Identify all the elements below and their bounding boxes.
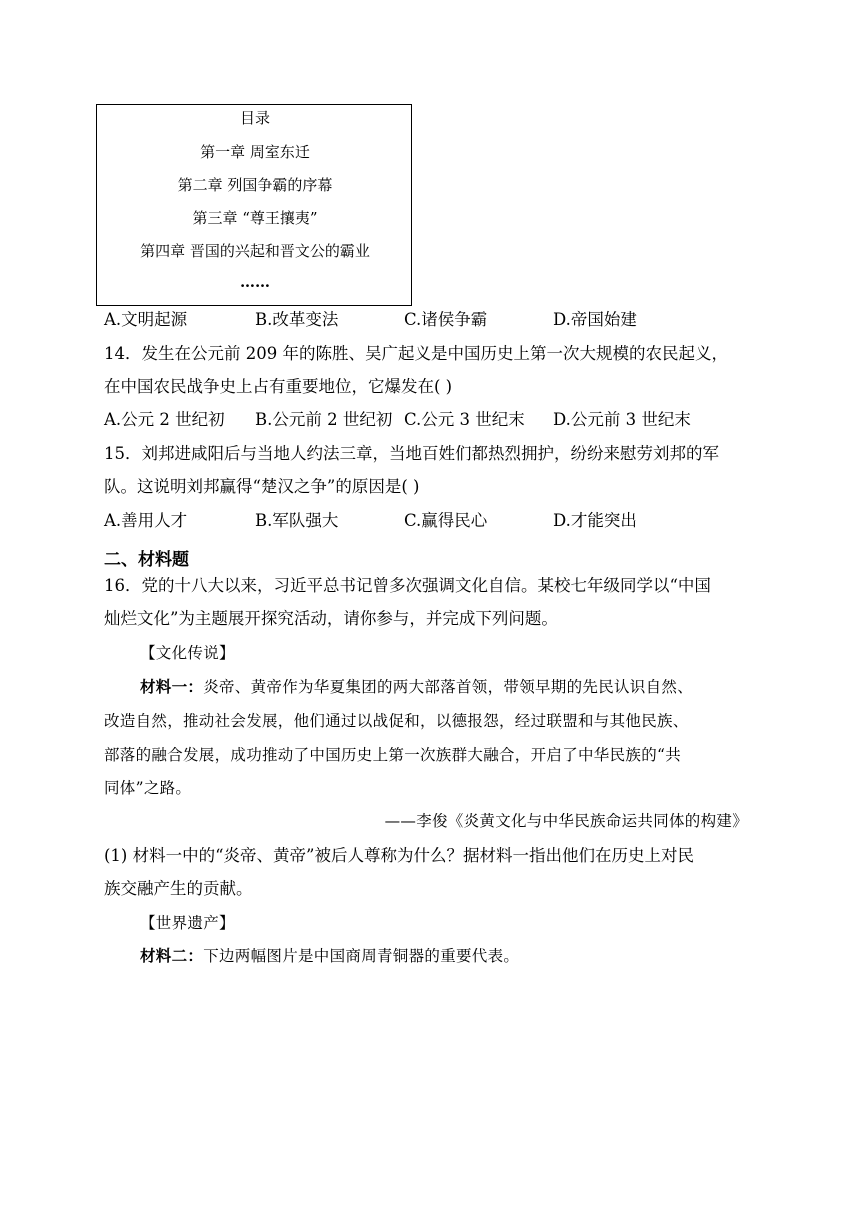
q15-line-2: 队。这说明刘邦赢得“楚汉之争”的原因是( ): [104, 477, 420, 496]
material1-label: 材料一：: [140, 677, 204, 696]
q16-sub1-line-1: (1) 材料一中的“炎帝、黄帝”被后人尊称为什么？据材料一指出他们在历史上对民: [104, 846, 694, 865]
q14-line-2: 在中国农民战争史上占有重要地位，它爆发在( ): [104, 377, 453, 396]
q14-option-c: C.公元 3 世纪末: [404, 410, 525, 429]
material1-line-3: 部落的融合发展，成功推动了中国历史上第一次族群大融合，开启了中华民族的“共: [104, 746, 682, 764]
toc-item: 第四章 晋国的兴起和晋文公的霸业: [140, 242, 370, 260]
toc-item: 第三章 “尊王攘夷”: [192, 209, 318, 227]
q13-option-a: A.文明起源: [104, 310, 188, 329]
q14-line-1: 14．发生在公元前 209 年的陈胜、吴广起义是中国历史上第一次大规模的农民起义，: [104, 344, 728, 363]
heading-world-heritage: 【世界遗产】: [140, 914, 235, 932]
q16-sub1-line-2: 族交融产生的贡献。: [104, 879, 253, 898]
toc-item: 第二章 列国争霸的序幕: [177, 176, 333, 194]
material2-label: 材料二：: [140, 946, 204, 965]
q16-line-2: 灿烂文化”为主题展开探究活动，请你参与，并完成下列问题。: [104, 609, 558, 628]
q13-option-d: D.帝国始建: [553, 310, 637, 329]
q16-line-1: 16．党的十八大以来，习近平总书记曾多次强调文化自信。某校七年级同学以“中国: [104, 576, 711, 595]
material2-line: [140, 945, 519, 967]
q14-option-a: A.公元 2 世纪初: [104, 410, 225, 429]
q15-option-c: C.赢得民心: [404, 511, 488, 530]
q15-option-d: D.才能突出: [553, 511, 637, 530]
material1-line-4: 同体”之路。: [104, 779, 192, 797]
q15-option-a: A.善用人才: [104, 511, 188, 530]
q13-option-b: B.改革变法: [255, 310, 339, 329]
toc-item: 第一章 周室东迁: [200, 143, 310, 161]
material1-text: 炎帝、黄帝作为华夏集团的两大部落首领，带领早期的先民认识自然、: [203, 678, 694, 696]
section-title: 二、材料题: [104, 550, 189, 570]
toc-ellipsis: ……: [240, 273, 270, 291]
q14-option-b: B.公元前 2 世纪初: [255, 410, 393, 429]
q15-line-1: 15．刘邦进咸阳后与当地人约法三章，当地百姓们都热烈拥护，纷纷来慰劳刘邦的军: [104, 444, 719, 463]
q14-option-d: D.公元前 3 世纪末: [553, 410, 691, 429]
q15-option-b: B.军队强大: [255, 511, 339, 530]
material1-line-2: 改造自然，推动社会发展，他们通过以战促和，以德报怨，经过联盟和与其他民族、: [104, 712, 689, 730]
material1-line-1: [140, 676, 693, 698]
table-of-contents-box: [96, 104, 412, 306]
q13-option-c: C.诸侯争霸: [404, 310, 488, 329]
material1-source: ——李俊《炎黄文化与中华民族命运共同体的构建》: [384, 812, 748, 830]
heading-culture-legend: 【文化传说】: [140, 644, 235, 662]
material2-text: 下边两幅图片是中国商周青铜器的重要代表。: [203, 947, 520, 965]
toc-title: 目录: [239, 109, 270, 127]
